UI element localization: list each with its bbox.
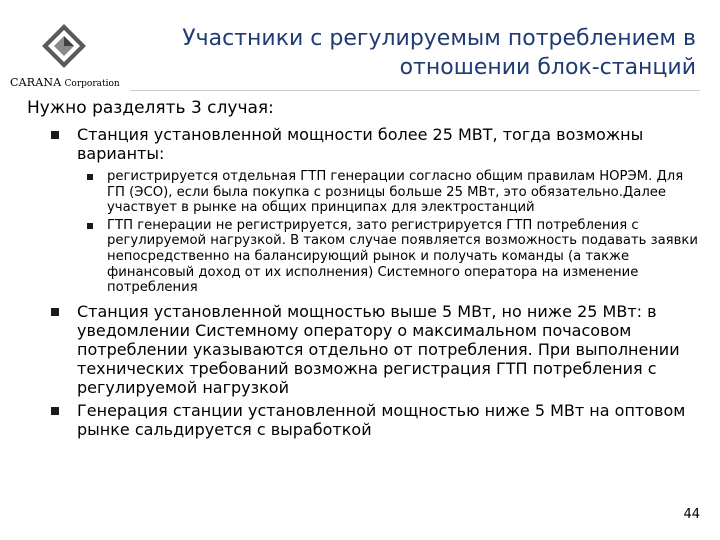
- case-text: Станция установленной мощностью выше 5 МВт, но ниже 25 МВт: в уведомлении Системному оператору о максимальном почасовом потреблении указываются отдельно от потребления. При выполнении технических требований возможна регистрация ГТП потребления с регулируемой нагрузкой: [77, 301, 680, 397]
- logo-suffix: Corporation: [64, 79, 120, 89]
- variant-text: регистрируется отдельная ГТП генерации согласно общим правилам НОРЭМ. Для ГП (ЭСО), если была покупка с розницы больше 25 МВт, это обязательно.Далее участвует в рынке на общих принципах для электростанций: [107, 169, 684, 216]
- variant-text: ГТП генерации не регистрируется, зато регистрируется ГТП потребления с регулируемой нагрузкой. В таком случае появляется возможность подавать заявки непосредственно на балансирующий рынок и получать команды (а также финансовый доход от их исполнения) Системного оператора на изменение потребления: [107, 217, 698, 296]
- slide-title: Участники с регулируемым потреблением в отношении блок-станций: [182, 26, 696, 80]
- title-divider: [130, 90, 700, 91]
- case-text: Станция установленной мощности более 25 МВТ, тогда возможны варианты:: [77, 125, 644, 163]
- square-bullet-icon: [51, 131, 59, 139]
- logo-wordmark: [10, 76, 120, 89]
- variants-list: [77, 169, 699, 296]
- square-bullet-icon: [51, 407, 59, 415]
- case-text: Генерация станции установленной мощностью ниже 5 МВт на оптовом рынке сальдируется с выработкой: [77, 400, 686, 439]
- square-bullet-icon: [87, 174, 93, 180]
- carana-logo-icon: [40, 22, 88, 70]
- variant-item: [77, 218, 699, 296]
- case-item: [27, 125, 699, 296]
- logo-brand: CARANA: [10, 76, 62, 89]
- square-bullet-icon: [51, 308, 59, 316]
- cases-list: [27, 125, 699, 439]
- logo: [10, 22, 120, 92]
- case-item: [27, 302, 699, 397]
- variant-item: [77, 169, 699, 216]
- page-number: 44: [683, 507, 700, 522]
- square-bullet-icon: [87, 223, 93, 229]
- intro-text: Нужно разделять 3 случая:: [27, 98, 274, 118]
- slide-body: [27, 97, 699, 443]
- case-item: [27, 401, 699, 439]
